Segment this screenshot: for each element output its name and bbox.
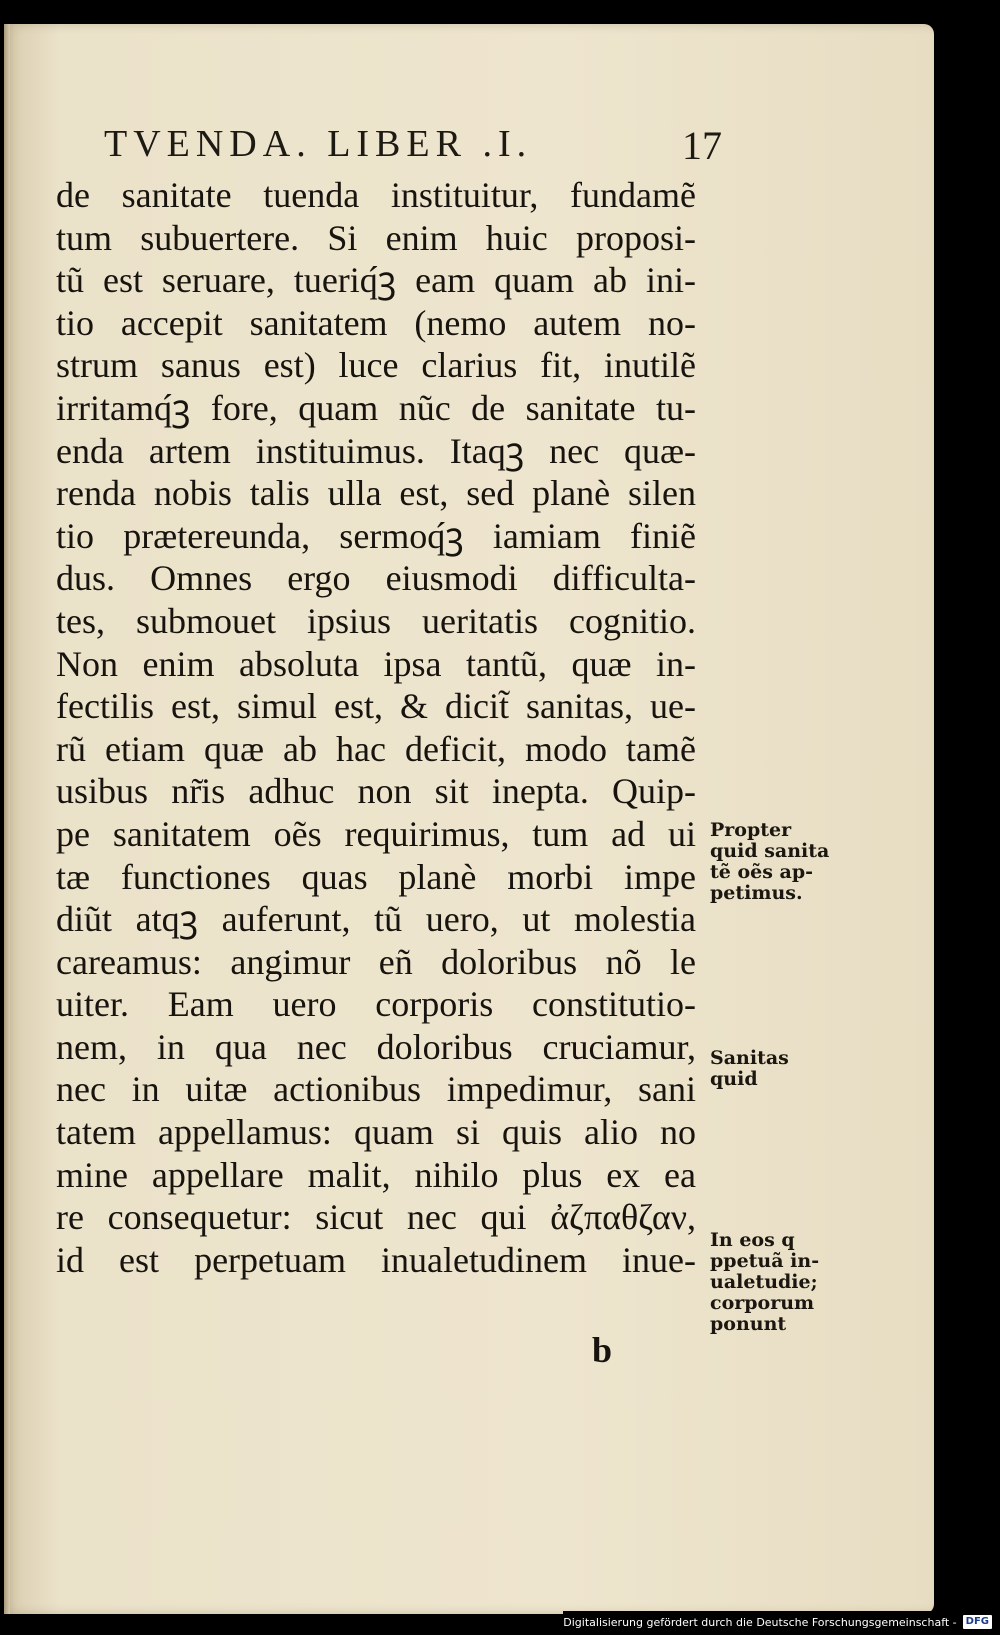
text-line: rũ etiam quæ ab hac deficit, modo tamẽ <box>56 728 696 769</box>
folio-number: 17 <box>682 123 722 168</box>
text-line: Non enim absoluta ipsa tantũ, quæ in- <box>56 643 696 684</box>
marginal-line: quid sanita <box>710 840 830 862</box>
text-line: mine appellare malit, nihilo plus ex ea <box>56 1154 696 1195</box>
marginal-note <box>710 1048 870 1090</box>
footer-credit: Digitalisierung gefördert durch die Deutsche Forschungsgemeinschaft - <box>563 1615 957 1629</box>
marginal-line: tẽ oẽs ap- <box>710 861 814 883</box>
text-line: tũ est seruare, tueriq́ꝫ eam quam ab ini- <box>56 260 696 301</box>
text-line: renda nobis talis ulla est, sed planè silen <box>56 473 696 514</box>
marginal-line: corporum <box>710 1292 815 1314</box>
marginal-line: In eos q <box>710 1229 795 1251</box>
text-line: fectilis est, simul est, & dicit̃ sanitas, ue- <box>56 686 696 727</box>
text-line: re consequetur: sicut nec qui ἀζπαθζαν, <box>56 1197 696 1238</box>
text-line: tio accepit sanitatem (nemo autem no- <box>56 302 696 343</box>
text-line: usibus nr̃is adhuc non sit inepta. Quip- <box>56 771 696 812</box>
text-line: id est perpetuam inualetudinem inue- <box>56 1239 696 1280</box>
marginal-note <box>710 1230 870 1335</box>
text-line: tatem appellamus: quam si quis alio no <box>56 1112 696 1153</box>
page-gutter <box>4 24 10 1614</box>
running-head <box>104 122 744 172</box>
text-line: tes, submouet ipsius ueritatis cognitio. <box>56 600 696 641</box>
body-text <box>56 174 696 1281</box>
marginal-note <box>710 820 870 904</box>
signature-mark: b <box>592 1330 613 1370</box>
marginal-line: ponunt <box>710 1313 787 1335</box>
text-line: tæ functiones quas planè morbi impe <box>56 856 696 897</box>
digitization-footer <box>563 1611 992 1633</box>
text-line: nem, in qua nec doloribus cruciamur, <box>56 1026 696 1067</box>
text-line: uiter. Eam uero corporis constitutio- <box>56 984 696 1025</box>
text-line: irritamq́ꝫ fore, quam nũc de sanitate tu- <box>56 387 696 428</box>
text-line: careamus: angimur eñ doloribus nõ le <box>56 941 696 982</box>
text-line: strum sanus est) luce clarius fit, inutilẽ <box>56 345 696 386</box>
marginal-line: quid <box>710 1068 758 1090</box>
text-line: nec in uitæ actionibus impedimur, sani <box>56 1069 696 1110</box>
text-line: enda artem instituimus. Itaqꝫ nec quæ- <box>56 430 696 471</box>
dfg-logo: DFG <box>963 1615 992 1629</box>
marginal-line: Sanitas <box>710 1047 789 1069</box>
book-page <box>4 24 934 1614</box>
marginal-line: ppetuã in- <box>710 1250 820 1272</box>
running-title: TVENDA. LIBER .I. <box>104 123 533 165</box>
text-line: diũt atqꝫ auferunt, tũ uero, ut molestia <box>56 899 696 940</box>
marginal-line: Propter <box>710 819 792 841</box>
text-line: dus. Omnes ergo eiusmodi difficulta- <box>56 558 696 599</box>
marginal-line: ualetudie; <box>710 1271 818 1293</box>
text-line: tum subuertere. Si enim huic proposi- <box>56 217 696 258</box>
text-line: de sanitate tuenda instituitur, fundamẽ <box>56 175 696 215</box>
text-line: pe sanitatem oẽs requirimus, tum ad ui <box>56 813 696 854</box>
text-line: tio prætereunda, sermoq́ꝫ iamiam finiẽ <box>56 515 696 556</box>
marginal-line: petimus. <box>710 882 803 904</box>
